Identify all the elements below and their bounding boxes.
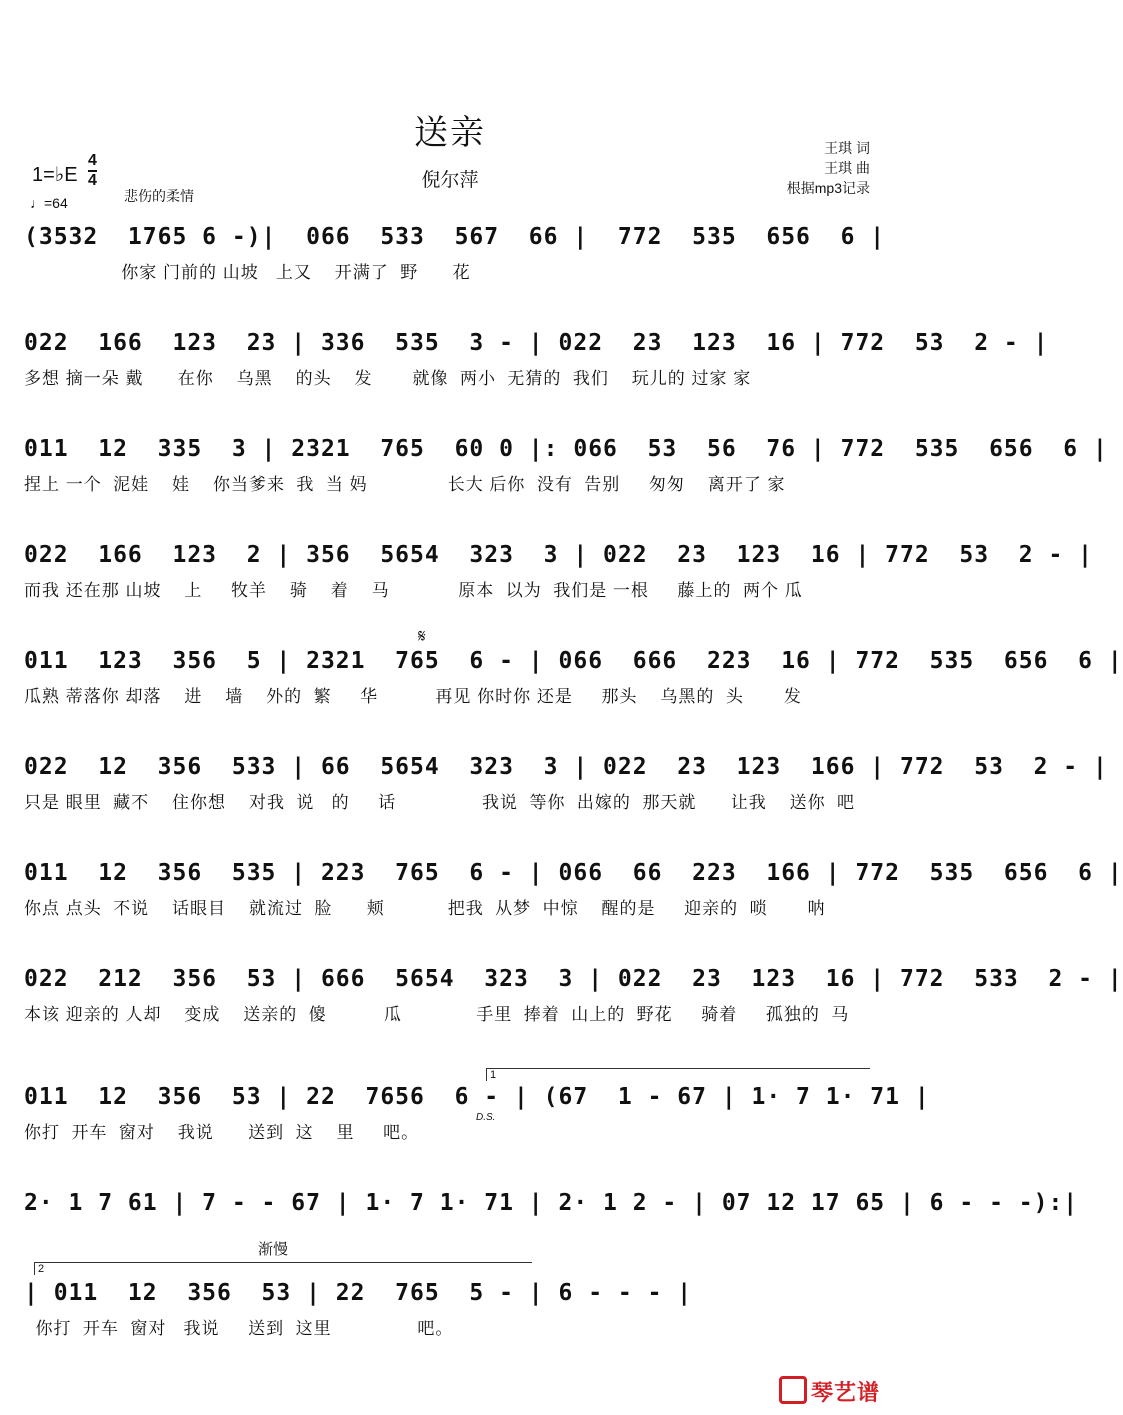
volta-1-bracket — [486, 1068, 870, 1081]
notes-line-11: | 011 12 356 53 | 22 765 5 - | 6 - - - | — [24, 1280, 693, 1306]
lyrics-line-9: 你打 开车 窗对 我说 送到 这 里 吧。 — [24, 1123, 420, 1142]
score-line-8 — [24, 964, 1123, 1034]
score-line-1 — [24, 222, 886, 292]
notes-line-8: 022 212 356 53 | 666 5654 323 3 | 022 23 123 16 | 772 533 2 - | — [24, 966, 1123, 992]
volta-1-number: 1 — [490, 1069, 497, 1081]
score-line-9 — [24, 1082, 930, 1152]
time-sig-bottom: 4 — [88, 172, 97, 189]
source-note: 根据mp3记录 — [786, 180, 870, 196]
time-signature — [88, 152, 97, 190]
lyrics-line-5: 瓜熟 蒂落你 却落 进 墙 外的 繁 华 再见 你时你 还是 那头 乌黑的 头 发 — [24, 687, 802, 706]
logo-icon — [779, 1376, 807, 1404]
lyrics-line-3: 捏上 一个 泥娃 娃 你当爹来 我 当 妈 长大 后你 没有 告别 匆匆 离开了 家 — [24, 475, 786, 494]
score-line-11 — [24, 1278, 879, 1348]
score-line-7 — [24, 858, 1123, 928]
notes-line-5: 011 123 356 5 | 2321 765 6 - | 066 666 223 16 | 772 535 656 6 | — [24, 648, 1123, 674]
time-sig-top: 4 — [88, 152, 97, 172]
key-signature: 1=♭E — [32, 164, 78, 186]
ds-mark: D.S. — [476, 1112, 496, 1123]
notes-line-1: (3532 1765 6 -)| 066 533 567 66 | 772 535 656 6 | — [24, 224, 886, 250]
score-line-6 — [24, 752, 1108, 822]
notes-line-9: 011 12 356 53 | 22 7656 6 - | (67 1 - 67 | 1· 7 1· 71 | — [24, 1084, 930, 1110]
lyrics-line-1: 你家 门前的 山坡 上又 开满了 野 花 — [24, 263, 471, 282]
composer-credit: 王琪 曲 — [824, 160, 870, 176]
expression-mark: 悲伤的柔情 — [124, 188, 194, 204]
lyricist-credit: 王琪 词 — [824, 140, 870, 156]
singer-name: 倪尔萍 — [421, 170, 479, 191]
score-line-3 — [24, 434, 1108, 504]
score-line-5 — [24, 646, 1123, 716]
segno-mark: 𝄋 — [418, 626, 426, 646]
notes-line-7: 011 12 356 535 | 223 765 6 - | 066 66 223 166 | 772 535 656 6 | — [24, 860, 1123, 886]
volta-2-bracket — [34, 1262, 532, 1275]
notes-line-6: 022 12 356 533 | 66 5654 323 3 | 022 23 123 166 | 772 53 2 - | — [24, 754, 1108, 780]
lyrics-line-11: 你打 开车 窗对 我说 送到 这里 吧。 — [24, 1319, 454, 1338]
site-logo — [779, 1376, 880, 1407]
logo-text: 琴艺谱 — [810, 1380, 880, 1405]
notes-line-10: 2· 1 7 61 | 7 - - 67 | 1· 7 1· 71 | 2· 1 2 - | 07 12 17 65 | 6 - - -):| — [24, 1190, 1079, 1216]
score-line-10 — [24, 1188, 1079, 1228]
lyrics-line-4: 而我 还在那 山坡 上 牧羊 骑 着 马 原本 以为 我们是 一根 藤上的 两个 瓜 — [24, 581, 803, 600]
notes-line-3: 011 12 335 3 | 2321 765 60 0 |: 066 53 56 76 | 772 535 656 6 | — [24, 436, 1108, 462]
notes-line-2: 022 166 123 23 | 336 535 3 - | 022 23 123 16 | 772 53 2 - | — [24, 330, 1049, 356]
lyrics-line-6: 只是 眼里 藏不 住你想 对我 说 的 话 我说 等你 出嫁的 那天就 让我 送你 吧 — [24, 793, 856, 812]
lyrics-line-8: 本该 迎亲的 人却 变成 送亲的 傻 瓜 手里 捧着 山上的 野花 骑着 孤独的 马 — [24, 1005, 850, 1024]
ritardando-mark: 渐慢 — [258, 1241, 289, 1258]
lyrics-line-2: 多想 摘一朵 戴 在你 乌黑 的头 发 就像 两小 无猜的 我们 玩儿的 过家 家 — [24, 369, 752, 388]
tempo-mark: ♩=64 — [30, 195, 68, 211]
volta-2-number: 2 — [38, 1263, 45, 1275]
notes-line-4: 022 166 123 2 | 356 5654 323 3 | 022 23 123 16 | 772 53 2 - | — [24, 542, 1093, 568]
score-line-2 — [24, 328, 1049, 398]
lyrics-line-7: 你点 点头 不说 话眼目 就流过 脸 颊 把我 从梦 中惊 醒的是 迎亲的 唢 呐 — [24, 899, 826, 918]
song-title: 送亲 — [414, 114, 486, 152]
score-line-4 — [24, 540, 1093, 610]
